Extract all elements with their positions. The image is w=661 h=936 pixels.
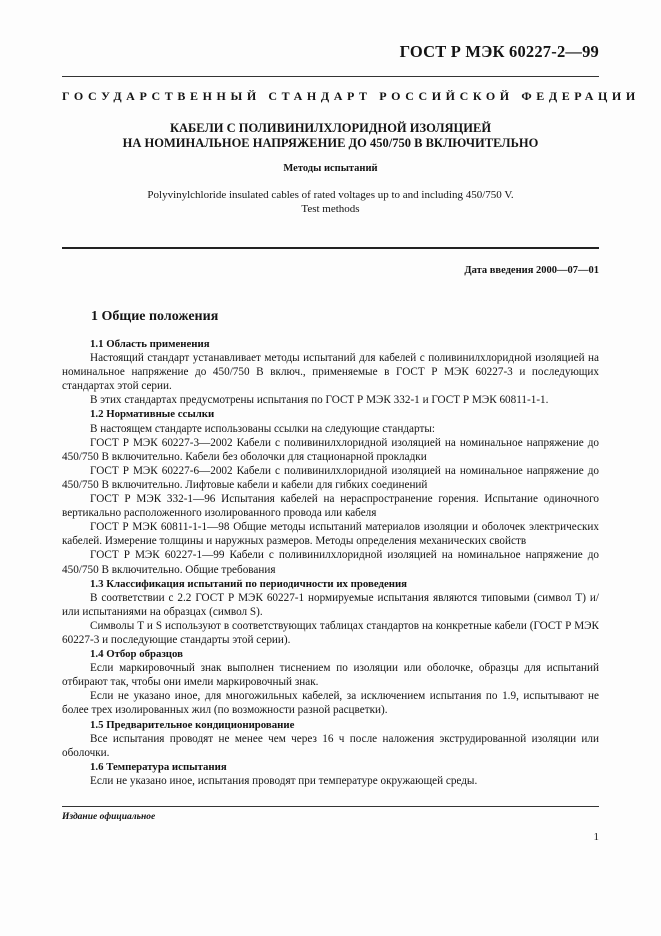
- top-rule: [62, 76, 599, 77]
- english-title-line-1: Polyvinylchloride insulated cables of rated voltages up to and including 450/750 V.: [147, 189, 514, 201]
- document-subtitle: Методы испытаний: [283, 163, 378, 174]
- paragraph: В соответствии с 2.2 ГОСТ Р МЭК 60227-1 нормируемые испытания являются типовыми (символ Т) и/или испытаниями на образцах (символ S).: [62, 591, 599, 618]
- paragraph: Настоящий стандарт устанавливает методы испытаний для кабелей с поливинилхлоридной изоляцией на номинальное напряжение до 450/750 В включ., применяемые в ГОСТ Р МЭК 60227-3 и последующих стандартах этой серии.: [62, 352, 599, 393]
- title-separator: [62, 247, 599, 249]
- paragraph: Если не указано иное, испытания проводят при температуре окружающей среды.: [90, 774, 478, 787]
- paragraph: Символы Т и S используют в соответствующих таблицах стандартов на конкретные кабели (ГОСТ Р МЭК 60227-3 и последующие стандарты этой серии).: [62, 619, 599, 646]
- paragraph: Если не указано иное, для многожильных кабелей, за исключением испытания по 1.9, испытывают не более трех изолированных жил (по возможности разной расцветки).: [62, 690, 599, 717]
- page-number: 1: [593, 831, 599, 843]
- section-body: [62, 337, 599, 788]
- paragraph: ГОСТ Р МЭК 60811-1-1—98 Общие методы испытаний материалов изоляции и оболочек электрических кабелей. Измерение толщины и наружных размеров. Методы определения механических свойств: [62, 521, 599, 548]
- paragraph: В настоящем стандарте использованы ссылки на следующие стандарты:: [90, 422, 435, 435]
- subsection-heading: 1.2 Нормативные ссылки: [90, 408, 215, 421]
- paragraph: Если маркировочный знак выполнен тиснением по изоляции или оболочке, образцы для испытаний отбирают так, чтобы они имели маркировочный знак.: [62, 662, 599, 689]
- introduction-date: Дата введения 2000—07—01: [464, 265, 599, 276]
- state-standard-heading: ГОСУДАРСТВЕННЫЙ СТАНДАРТ РОССИЙСКОЙ ФЕДЕРАЦИИ: [62, 89, 640, 103]
- document-title: [62, 121, 599, 150]
- subsection-heading: 1.6 Температура испытания: [90, 760, 227, 773]
- footer-rule: [62, 806, 599, 807]
- paragraph: ГОСТ Р МЭК 60227-3—2002 Кабели с поливинилхлоридной изоляцией на номинальное напряжение до 450/750 В включительно. Кабели без оболочки для стационарной прокладки: [62, 436, 599, 463]
- paragraph: ГОСТ Р МЭК 60227-6—2002 Кабели с поливинилхлоридной изоляцией на номинальное напряжение до 450/750 В включительно. Лифтовые кабели и кабели для гибких соединений: [62, 464, 599, 491]
- english-title: [62, 188, 599, 216]
- paragraph: В этих стандартах предусмотрены испытания по ГОСТ Р МЭК 332-1 и ГОСТ Р МЭК 60811-1-1.: [90, 394, 549, 407]
- subsection-heading: 1.5 Предварительное кондиционирование: [90, 718, 295, 731]
- subsection-heading: 1.3 Классификация испытаний по периодичности их проведения: [90, 577, 408, 590]
- edition-note: Издание официальное: [62, 812, 156, 822]
- english-title-line-2: Test methods: [301, 203, 360, 215]
- title-line-2: НА НОМИНАЛЬНОЕ НАПРЯЖЕНИЕ ДО 450/750 В ВКЛЮЧИТЕЛЬНО: [122, 135, 539, 150]
- section-title: 1 Общие положения: [91, 309, 219, 324]
- subsection-heading: 1.1 Область применения: [90, 338, 210, 350]
- paragraph: ГОСТ Р МЭК 60227-1—99 Кабели с поливинилхлоридной изоляцией на номинальное напряжение до 450/750 В включительно. Общие требования: [62, 549, 599, 576]
- subsection-heading: 1.4 Отбор образцов: [90, 648, 183, 661]
- paragraph: ГОСТ Р МЭК 332-1—96 Испытания кабелей на нераспространение горения. Испытание одиночного вертикально расположенного изолированного провода или кабеля: [62, 493, 599, 520]
- paragraph: Все испытания проводят не менее чем через 16 ч после наложения экструдированной изоляции или оболочки.: [62, 732, 599, 759]
- document-code: ГОСТ Р МЭК 60227-2—99: [399, 42, 599, 61]
- title-line-1: КАБЕЛИ С ПОЛИВИНИЛХЛОРИДНОЙ ИЗОЛЯЦИЕЙ: [169, 121, 492, 135]
